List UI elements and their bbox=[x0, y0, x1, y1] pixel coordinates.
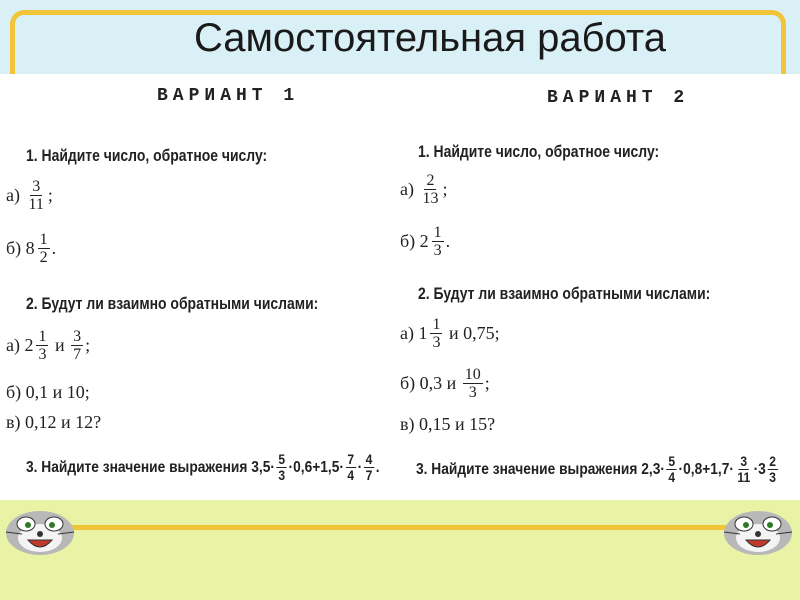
v2-task2-c: в) 0,15 и 15? bbox=[400, 414, 496, 434]
v2-task2-b-fraction bbox=[463, 366, 483, 401]
denominator: 3 bbox=[432, 334, 441, 351]
denominator: 3 bbox=[278, 467, 286, 483]
v1-task3-fraction1 bbox=[277, 452, 287, 483]
v1-task1-b-label: б) bbox=[6, 238, 22, 258]
numerator: 10 bbox=[464, 366, 481, 383]
denominator: 2 bbox=[39, 249, 48, 266]
denominator: 4 bbox=[668, 469, 676, 485]
fraction bbox=[430, 316, 442, 351]
v1-task3-heading: 3. Найдите значение выражения bbox=[26, 458, 248, 476]
variant-2-column bbox=[400, 74, 800, 500]
cartoon-cat-icon bbox=[0, 498, 80, 558]
denominator: 3 bbox=[38, 346, 47, 363]
v2-task1-a-label: а) bbox=[400, 179, 414, 199]
variant-1-title: ВАРИАНТ 1 bbox=[157, 86, 300, 106]
v1-task1-b bbox=[6, 231, 56, 266]
numerator: 7 bbox=[347, 451, 355, 467]
denominator: 7 bbox=[365, 467, 373, 483]
v1-task2-a-mixed bbox=[24, 328, 50, 363]
whole-part: 2 bbox=[419, 231, 429, 251]
v1-task1-a-tail: ; bbox=[47, 185, 53, 205]
v2-task1-b bbox=[400, 224, 450, 259]
numerator: 3 bbox=[73, 328, 82, 345]
v2-task2-heading: 2. Будут ли взаимно обратными числами: bbox=[418, 284, 711, 303]
denominator: 11 bbox=[28, 196, 44, 213]
v1-task3-part3: · bbox=[357, 458, 363, 476]
v2-task3 bbox=[416, 454, 779, 485]
v1-task3-fraction2 bbox=[346, 452, 356, 483]
v1-task3-part2: ·0,6+1,5· bbox=[288, 458, 344, 476]
v1-task3 bbox=[26, 452, 380, 483]
v2-task2-a-label: а) bbox=[400, 323, 414, 343]
v1-task2-a-label: а) bbox=[6, 335, 20, 355]
denominator: 13 bbox=[422, 190, 439, 207]
denominator: 3 bbox=[769, 469, 776, 485]
numerator: 4 bbox=[365, 451, 373, 467]
fraction bbox=[38, 231, 50, 266]
v2-task2-a bbox=[400, 316, 500, 351]
v1-task3-fraction3 bbox=[364, 452, 374, 483]
v2-task3-fraction1 bbox=[667, 454, 677, 485]
v1-task3-tail: . bbox=[375, 458, 380, 476]
numerator: 3 bbox=[32, 178, 41, 195]
v1-task1-heading: 1. Найдите число, обратное числу: bbox=[26, 146, 268, 165]
numerator: 1 bbox=[39, 231, 48, 248]
v1-task1-b-mixed bbox=[26, 231, 52, 266]
v1-task2-heading: 2. Будут ли взаимно обратными числами: bbox=[26, 294, 319, 313]
fraction bbox=[432, 224, 444, 259]
v2-task3-part3: ·3 bbox=[753, 460, 766, 478]
v1-task2-a-fraction2 bbox=[71, 328, 83, 363]
v2-task3-fraction3 bbox=[768, 454, 778, 485]
whole-part: 8 bbox=[25, 238, 35, 258]
footer-band bbox=[0, 500, 800, 600]
numerator: 5 bbox=[668, 453, 676, 469]
v1-task3-part1: 3,5· bbox=[251, 458, 275, 476]
whole-part: 2 bbox=[24, 335, 34, 355]
v2-task2-a-mixed bbox=[418, 316, 444, 351]
v2-task2-b-pre: 0,3 и bbox=[419, 373, 457, 393]
v1-task2-c: в) 0,12 и 12? bbox=[6, 412, 102, 432]
v1-task1-b-tail: . bbox=[51, 238, 57, 258]
numerator: 5 bbox=[278, 451, 286, 467]
v2-task1-heading: 1. Найдите число, обратное числу: bbox=[418, 142, 660, 161]
v2-task2-b-label: б) bbox=[400, 373, 416, 393]
numerator: 2 bbox=[769, 453, 776, 469]
cartoon-cat-icon bbox=[718, 498, 798, 558]
v2-task1-a-fraction bbox=[420, 172, 440, 207]
whole-part: 1 bbox=[418, 323, 428, 343]
v1-task1-a-fraction bbox=[26, 178, 45, 213]
numerator: 2 bbox=[426, 172, 435, 189]
v2-task3-fraction2 bbox=[736, 454, 752, 485]
v2-task2-b-tail: ; bbox=[484, 373, 490, 393]
numerator: 3 bbox=[740, 453, 748, 469]
v2-task1-a-tail: ; bbox=[442, 179, 448, 199]
v2-task1-b-mixed bbox=[420, 224, 446, 259]
v2-task1-a bbox=[400, 172, 448, 207]
numerator: 1 bbox=[38, 328, 47, 345]
variant-1-column bbox=[0, 74, 400, 500]
variant-2-title: ВАРИАНТ 2 bbox=[547, 88, 690, 108]
v1-task1-a-label: а) bbox=[6, 185, 20, 205]
v2-task3-part1: 2,3· bbox=[641, 460, 665, 478]
v1-task2-b: б) 0,1 и 10; bbox=[6, 382, 90, 402]
page-title: Самостоятельная работа bbox=[193, 16, 667, 60]
v2-task2-a-tail: и 0,75; bbox=[448, 323, 500, 343]
denominator: 4 bbox=[347, 467, 355, 483]
v1-task2-a-mid: и bbox=[54, 335, 65, 355]
denominator: 11 bbox=[737, 469, 751, 485]
v2-task3-heading: 3. Найдите значение выражения bbox=[416, 460, 638, 478]
v1-task2-a-tail: ; bbox=[85, 335, 91, 355]
denominator: 3 bbox=[433, 242, 442, 259]
v2-task1-b-label: б) bbox=[400, 231, 416, 251]
numerator: 1 bbox=[433, 224, 442, 241]
v1-task2-a bbox=[6, 328, 90, 363]
denominator: 7 bbox=[73, 346, 82, 363]
worksheet bbox=[0, 74, 800, 500]
v2-task3-part2: ·0,8+1,7· bbox=[678, 460, 734, 478]
v2-task2-b bbox=[400, 366, 490, 401]
fraction bbox=[36, 328, 48, 363]
v1-task1-a bbox=[6, 178, 53, 213]
v2-task1-b-tail: . bbox=[445, 231, 451, 251]
footer-frame-line bbox=[60, 525, 750, 530]
denominator: 3 bbox=[468, 384, 477, 401]
numerator: 1 bbox=[432, 316, 441, 333]
